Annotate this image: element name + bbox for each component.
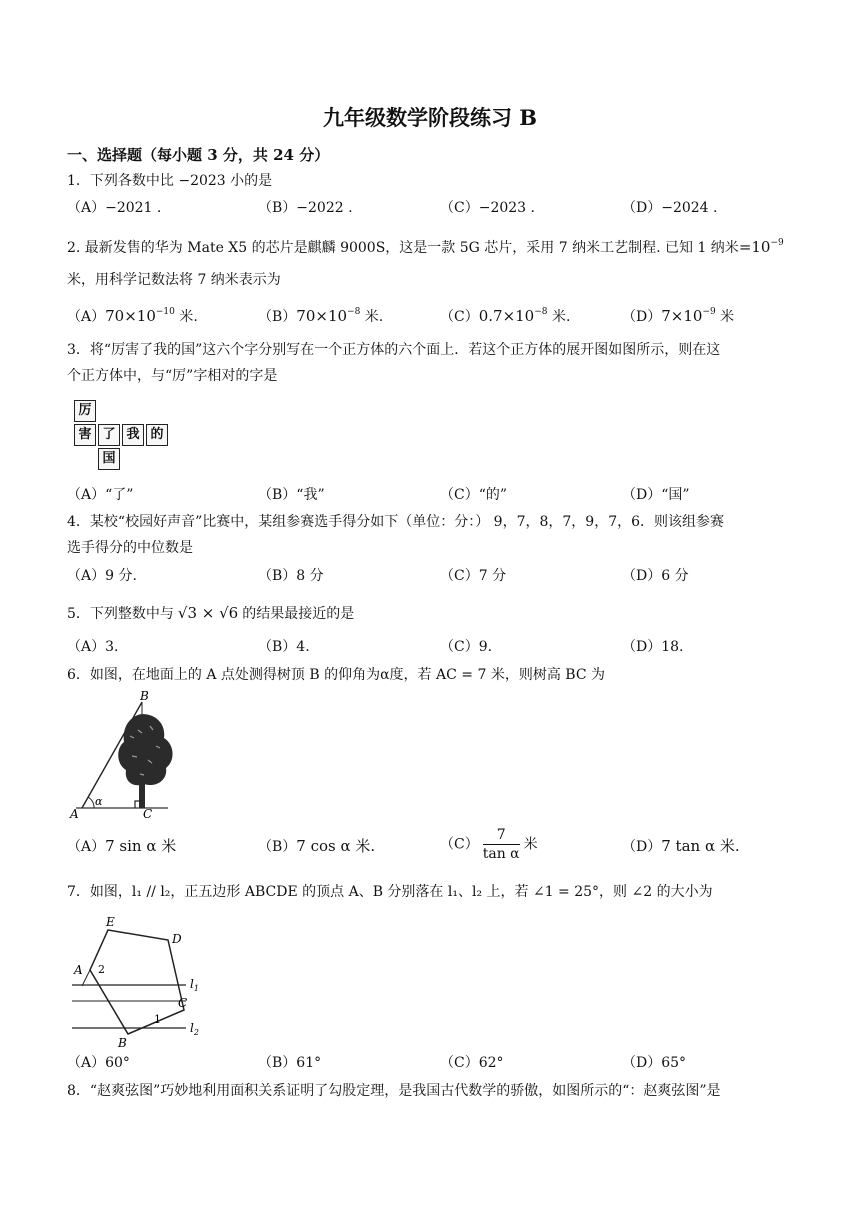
q5-option-d: （D）18. xyxy=(622,639,684,655)
q1-option-d: （D）−2024 . xyxy=(622,200,718,216)
q1-option-c: （C）−2023 . xyxy=(440,200,535,216)
q3-option-d: （D）“国” xyxy=(622,487,690,503)
question-8-stem: 8．“赵爽弦图”巧妙地利用面积关系证明了勾股定理，是我国古代数学的骄傲，如图所示的“：赵爽弦图”是 xyxy=(67,1083,721,1099)
net-cell-hai: 害 xyxy=(74,424,96,446)
pentagon-parallel-lines-figure xyxy=(68,910,218,1050)
cube-net-figure xyxy=(72,398,182,474)
question-6-stem: 6．如图，在地面上的 A 点处测得树顶 B 的仰角为α度，若 AC = 7 米，则树高 BC 为 xyxy=(67,667,605,683)
q2-option-c: $(C)0.7\times 10^{-8}$ 米. xyxy=(440,307,571,325)
question-3-stem-line1: 3．将“厉害了我的国”这六个字分别写在一个正方体的六个面上．若这个正方体的展开图如图所示，则在这 xyxy=(67,342,721,358)
net-cell-de: 的 xyxy=(146,424,168,446)
q4-option-a: （A）9 分. xyxy=(67,568,137,584)
q7-option-b: （B）61° xyxy=(258,1055,322,1071)
label-angle-alpha: α xyxy=(95,795,103,808)
q6-option-a: （A）7 sin α 米 xyxy=(67,837,177,855)
q2-option-a: $(A)70\times 10^{-10}$ 米. xyxy=(67,307,198,325)
label-line-l1: $l_1$ xyxy=(190,977,199,993)
q6-option-b: （B）7 cos α 米. xyxy=(258,837,376,855)
question-3-stem-line2: 个正方体中，与“厉”字相对的字是 xyxy=(67,368,278,384)
q6-option-d: （D）7 tan α 米. xyxy=(622,837,740,855)
q2-option-d: $(D)7\times 10^{-9}$ 米 xyxy=(622,307,735,325)
net-cell-guo: 国 xyxy=(98,448,120,470)
q5-option-b: （B）4. xyxy=(258,639,310,655)
label-point-b: B xyxy=(140,690,149,703)
q4-option-c: （C）7 分 xyxy=(440,568,507,584)
tree-elevation-figure xyxy=(68,690,180,820)
q4-option-b: （B）8 分 xyxy=(258,568,324,584)
net-cell-le: 了 xyxy=(98,424,120,446)
label-angle-2: 2 xyxy=(98,963,105,976)
label-point-a: A xyxy=(70,807,79,820)
label-vertex-c: C xyxy=(178,996,188,1010)
q4-option-d: （D）6 分 xyxy=(622,568,689,584)
q2-stem-text: 2. 最新发售的华为 Mate X5 的芯片是麒麟 9000S，这是一款 5G 芯片，采用 7 纳米工艺制程. 已知 1 纳米 xyxy=(67,240,739,256)
label-vertex-e: E xyxy=(106,915,115,929)
question-7-stem: 7．如图，l₁ // l₂，正五边形 ABCDE 的顶点 A、B 分别落在 l₁、l₂ 上，若 ∠1 = 25°，则 ∠2 的大小为 xyxy=(67,884,713,900)
q5-option-a: （A）3. xyxy=(67,639,119,655)
q6-option-c-fraction: $\frac{7}{\text{tan α}}$ xyxy=(482,827,520,862)
q1-option-b: （B）−2022 . xyxy=(258,200,353,216)
label-vertex-a: A xyxy=(74,963,83,977)
q7-option-d: （D）65° xyxy=(622,1055,687,1071)
page-title: 九年级数学阶段练习 B xyxy=(322,105,538,130)
q3-option-c: （C）“的” xyxy=(440,487,508,503)
net-cell-li: 厉 xyxy=(74,400,96,422)
label-vertex-d: D xyxy=(172,932,182,946)
net-cell-wo: 我 xyxy=(122,424,144,446)
section-heading: 一、选择题（每小题 3 分，共 24 分） xyxy=(67,146,330,164)
q3-option-b: （B）“我” xyxy=(258,487,325,503)
q2-stem-eq: =10 xyxy=(738,238,771,256)
question-4-stem-line1: 4．某校“校园好声音”比赛中，某组参赛选手得分如下（单位：分：） 9，7，8，7，9，7，6．则该组参赛 xyxy=(67,514,725,530)
question-1-stem: 1．下列各数中比 −2023 小的是 xyxy=(67,173,273,189)
question-4-stem-line2: 选手得分的中位数是 xyxy=(67,540,193,556)
q7-option-c: （C）62° xyxy=(440,1055,504,1071)
q7-option-a: （A）60° xyxy=(67,1055,130,1071)
question-5-stem: 5．下列整数中与 √3 × √6 的结果最接近的是 xyxy=(67,604,355,622)
question-2-stem-line2: 米，用科学记数法将 7 纳米表示为 xyxy=(67,272,281,288)
label-angle-1: 1 xyxy=(154,1013,161,1026)
label-vertex-b: B xyxy=(118,1036,127,1050)
q5-radical-expression: √3 × √6 xyxy=(177,604,239,622)
question-2-stem-line1 xyxy=(67,237,784,258)
label-line-l2: $l_2$ xyxy=(190,1021,199,1037)
q3-option-a: （A）“了” xyxy=(67,487,134,503)
q2-stem-eq-exp: −9 xyxy=(770,238,784,249)
q1-option-a: （A）−2021 . xyxy=(67,200,162,216)
label-point-c: C xyxy=(143,807,153,820)
q5-option-c: （C）9. xyxy=(440,639,493,655)
q2-option-b: $(B)70\times 10^{-8}$ 米. xyxy=(258,307,384,325)
q6-option-c: （C） $\frac{7}{\text{tan α}}$ 米 xyxy=(440,827,538,862)
